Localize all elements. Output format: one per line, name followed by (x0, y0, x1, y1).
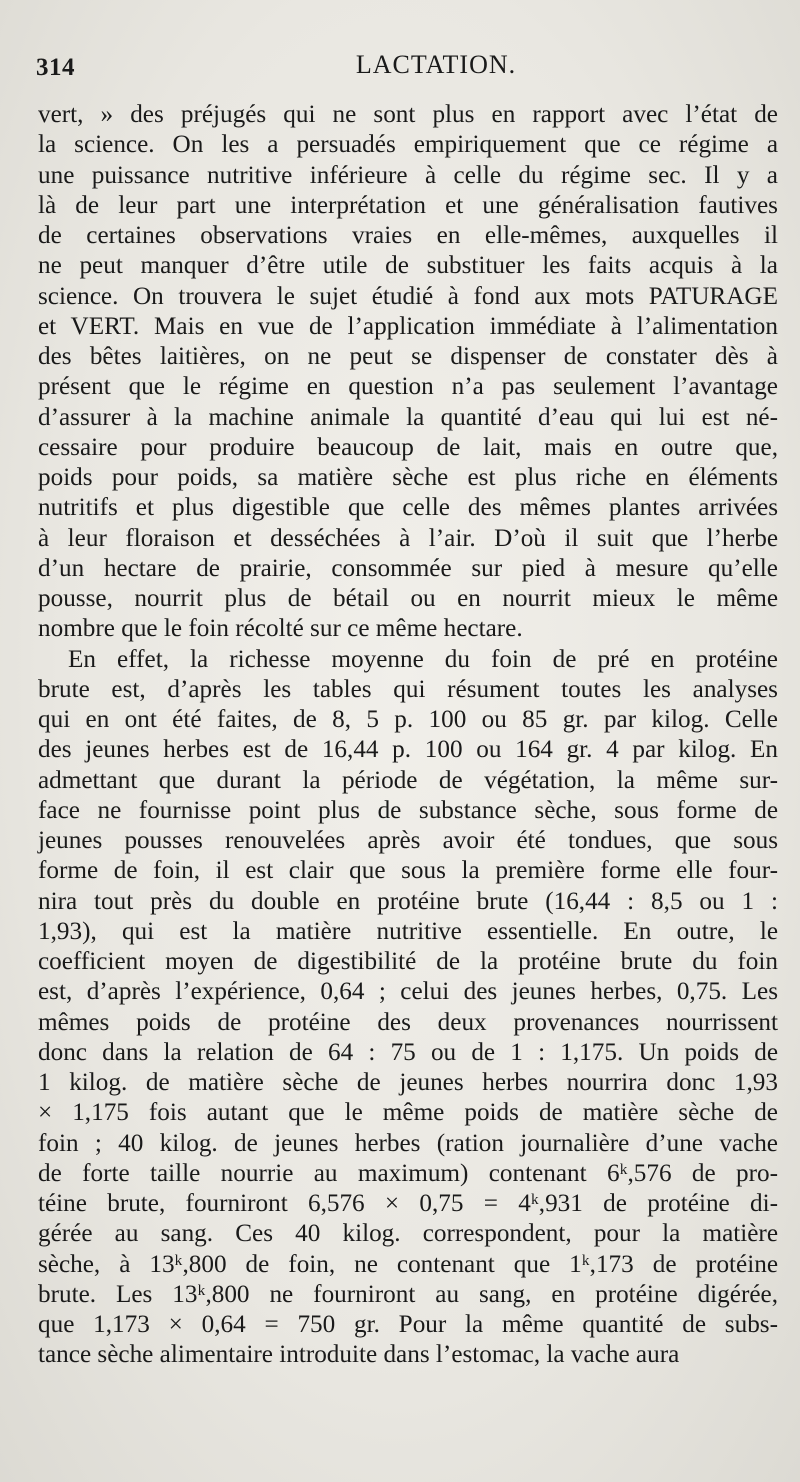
text-line: cessaire pour produire beaucoup de lait, mais en outre que, (38, 433, 778, 461)
text-line: à leur floraison et desséchées à l’air. D’où il suit que l’herbe (38, 524, 778, 552)
text-line: brute est, d’après les tables qui résument toutes les analyses (38, 675, 778, 703)
text-line: vert, » des préjugés qui ne sont plus en rapport avec l’état de (38, 101, 778, 128)
text-line: mêmes poids de protéine des deux provenances nourrissent (38, 1008, 778, 1036)
text-line: là de leur part une interprétation et une généralisation fautives (38, 191, 778, 219)
text-line: nutritifs et plus digestible que celle des mêmes plantes arrivées (38, 494, 778, 522)
text-line: ne peut manquer d’être utile de substituer les faits acquis à la (38, 252, 778, 280)
text-line: tance sèche alimentaire introduite dans l’estomac, la vache aura (38, 1341, 680, 1369)
text-line: une puissance nutritive inférieure à celle du régime sec. Il y a (38, 161, 778, 189)
text-line: nira tout près du double en protéine brute (16,44 : 8,5 ou 1 : (38, 887, 778, 915)
text-line: des bêtes laitières, on ne peut se dispenser de constater dès à (38, 343, 778, 370)
text-line: qui en ont été faites, de 8, 5 p. 100 ou 85 gr. par kilog. Celle (38, 706, 778, 733)
text-line: forme de foin, il est clair que sous la première forme elle four- (38, 857, 778, 885)
text-line: présent que le régime en question n’a pas seulement l’avantage (38, 373, 778, 401)
text-line: et VERT. Mais en vue de l’application immédiate à l’alimentation (38, 312, 778, 340)
text-line: des jeunes herbes est de 16,44 p. 100 ou 164 gr. 4 par kilog. En (38, 736, 778, 764)
text-line: gérée au sang. Ces 40 kilog. correspondent, pour la matière (38, 1220, 778, 1248)
text-line: coefficient moyen de digestibilité de la protéine brute du foin (38, 948, 778, 975)
text-line: foin ; 40 kilog. de jeunes herbes (ration journalière d’une vache (38, 1129, 778, 1157)
text-line: la science. On les a persuadés empiriquement que ce régime a (38, 131, 778, 159)
text-line: admettant que durant la période de végétation, la même sur- (38, 766, 778, 794)
text-line: de certaines observations vraies en elle-mêmes, auxquelles il (38, 222, 778, 249)
text-line: 1 kilog. de matière sèche de jeunes herbes nourrira donc 1,93 (38, 1069, 778, 1096)
paragraph (38, 100, 778, 645)
text-line: 1,93), qui est la matière nutritive essentielle. En outre, le (38, 917, 778, 945)
text-line: d’un hectare de prairie, consommée sur pied à mesure qu’elle (38, 554, 778, 582)
text-line: que 1,173 × 0,64 = 750 gr. Pour la même quantité de subs- (38, 1311, 778, 1338)
running-head: LACTATION. (355, 50, 517, 79)
text-line: donc dans la relation de 64 : 75 ou de 1 : 1,175. Un poids de (38, 1038, 778, 1066)
text-line: face ne fournisse point plus de substance sèche, sous forme de (38, 796, 778, 824)
text-line: jeunes pousses renouvelées après avoir été tondues, que sous (38, 827, 778, 854)
text-line: est, d’après l’expérience, 0,64 ; celui des jeunes herbes, 0,75. Les (38, 978, 778, 1006)
text-line: d’assurer à la machine animale la quantité d’eau qui lui est né- (38, 403, 778, 431)
text-line: brute. Les 13ᵏ,800 ne fourniront au sang, en protéine digérée, (38, 1280, 778, 1308)
paragraph (38, 645, 778, 1371)
text-line: pousse, nourrit plus de bétail ou en nourrit mieux le même (38, 585, 778, 612)
page-number: 314 (36, 54, 75, 81)
text-line: science. On trouvera le sujet étudié à fond aux mots PATURAGE (38, 282, 778, 310)
text-line: poids pour poids, sa matière sèche est plus riche en éléments (38, 464, 778, 491)
text-line: × 1,175 fois autant que le même poids de matière sèche de (38, 1099, 778, 1127)
text-line: nombre que le foin récolté sur ce même hectare. (38, 615, 523, 643)
text-line: de forte taille nourrie au maximum) contenant 6ᵏ,576 de pro- (38, 1159, 778, 1187)
body-text (38, 100, 778, 1371)
text-line: sèche, à 13ᵏ,800 de foin, ne contenant que 1ᵏ,173 de protéine (38, 1250, 778, 1278)
page-header (36, 50, 776, 86)
text-line: téine brute, fourniront 6,576 × 0,75 = 4ᵏ,931 de protéine di- (38, 1190, 778, 1217)
text-line: En effet, la richesse moyenne du foin de pré en protéine (68, 645, 778, 673)
